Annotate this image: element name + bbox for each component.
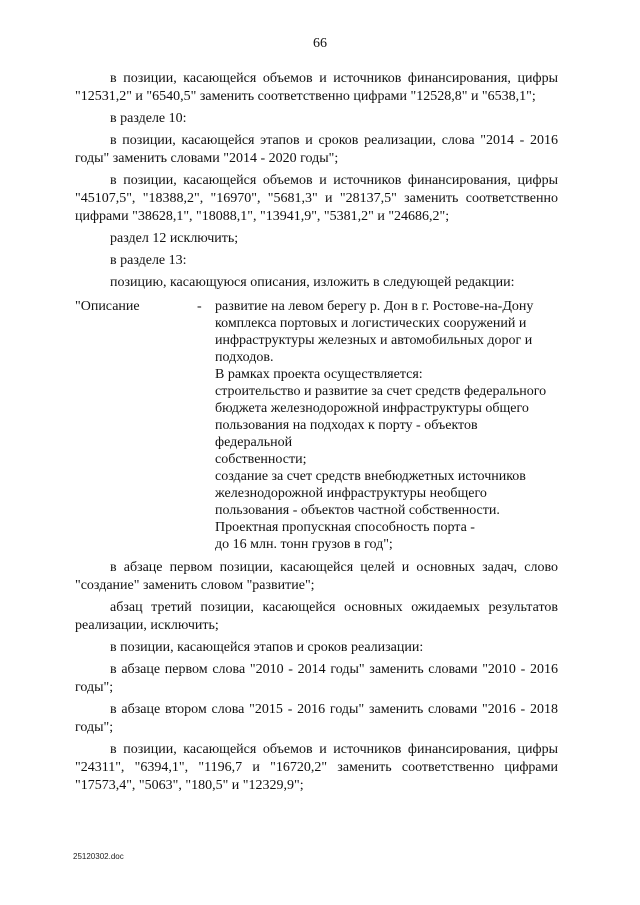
paragraph: в позиции, касающейся объемов и источников финансирования, цифры "12531,2" и "6540,5" заменить соответственно цифрами "12528,8" и "6538,1"; [75, 71, 558, 104]
description-line: бюджета железнодорожной инфраструктуры общего [215, 401, 529, 416]
paragraph: в позиции, касающейся объемов и источников финансирования, цифры "45107,5", "18388,2", "16970", "5681,3" и "28137,5" заменить соответственно цифрами "38628,1", "18088,1", "13941,9", "5381,2" и "24686,2"; [75, 173, 558, 224]
description-label: "Описание [75, 299, 140, 314]
paragraph: в разделе 13: [110, 253, 187, 268]
paragraph: абзац третий позиции, касающейся основных ожидаемых результатов реализации, исключить; [75, 600, 558, 633]
description-line: В рамках проекта осуществляется: [215, 367, 423, 382]
paragraph: позицию, касающуюся описания, изложить в следующей редакции: [110, 275, 515, 290]
description-line: пользования на подходах к порту - объектов федеральной [215, 418, 478, 450]
description-line: строительство и развитие за счет средств федерального [215, 384, 547, 399]
paragraph: в абзаце первом позиции, касающейся целей и основных задач, слово "создание" заменить словом "развитие"; [75, 560, 558, 593]
paragraph: в позиции, касающейся этапов и сроков реализации, слова "2014 - 2016 годы" заменить словами "2014 - 2020 годы"; [75, 133, 558, 166]
paragraph: в абзаце втором слова "2015 - 2016 годы" заменить словами "2016 - 2018 годы"; [75, 702, 558, 735]
paragraph: в абзаце первом слова "2010 - 2014 годы" заменить словами "2010 - 2016 годы"; [75, 662, 558, 695]
description-line: создание за счет средств внебюджетных источников [215, 469, 526, 484]
page-number: 66 [313, 36, 327, 51]
description-line: инфраструктуры железных и автомобильных дорог и [215, 333, 533, 348]
document-body [75, 70, 558, 799]
paragraph: в разделе 10: [110, 111, 187, 126]
description-line: комплекса портовых и логистических сооружений и [215, 316, 527, 331]
description-line: развитие на левом берегу р. Дон в г. Ростове-на-Дону [215, 299, 534, 314]
paragraph: раздел 12 исключить; [110, 231, 239, 246]
description-block [75, 298, 558, 553]
description-dash: - [197, 299, 202, 314]
description-line: подходов. [215, 350, 274, 365]
footer-file-code: 25120302.doc [73, 852, 124, 861]
description-line: Проектная пропускная способность порта - [215, 520, 475, 535]
paragraph: в позиции, касающейся этапов и сроков реализации: [110, 640, 424, 655]
description-line: собственности; [215, 452, 307, 467]
paragraph: в позиции, касающейся объемов и источников финансирования, цифры "24311", "6394,1", "1196,7 и "16720,2" заменить соответственно цифрами "17573,4", "5063", "180,5" и "12329,9"; [75, 742, 558, 793]
description-text [215, 298, 558, 553]
description-line: пользования - объектов частной собственности. [215, 503, 500, 518]
description-line: до 16 млн. тонн грузов в год"; [215, 537, 393, 552]
description-line: железнодорожной инфраструктуры необщего [215, 486, 487, 501]
